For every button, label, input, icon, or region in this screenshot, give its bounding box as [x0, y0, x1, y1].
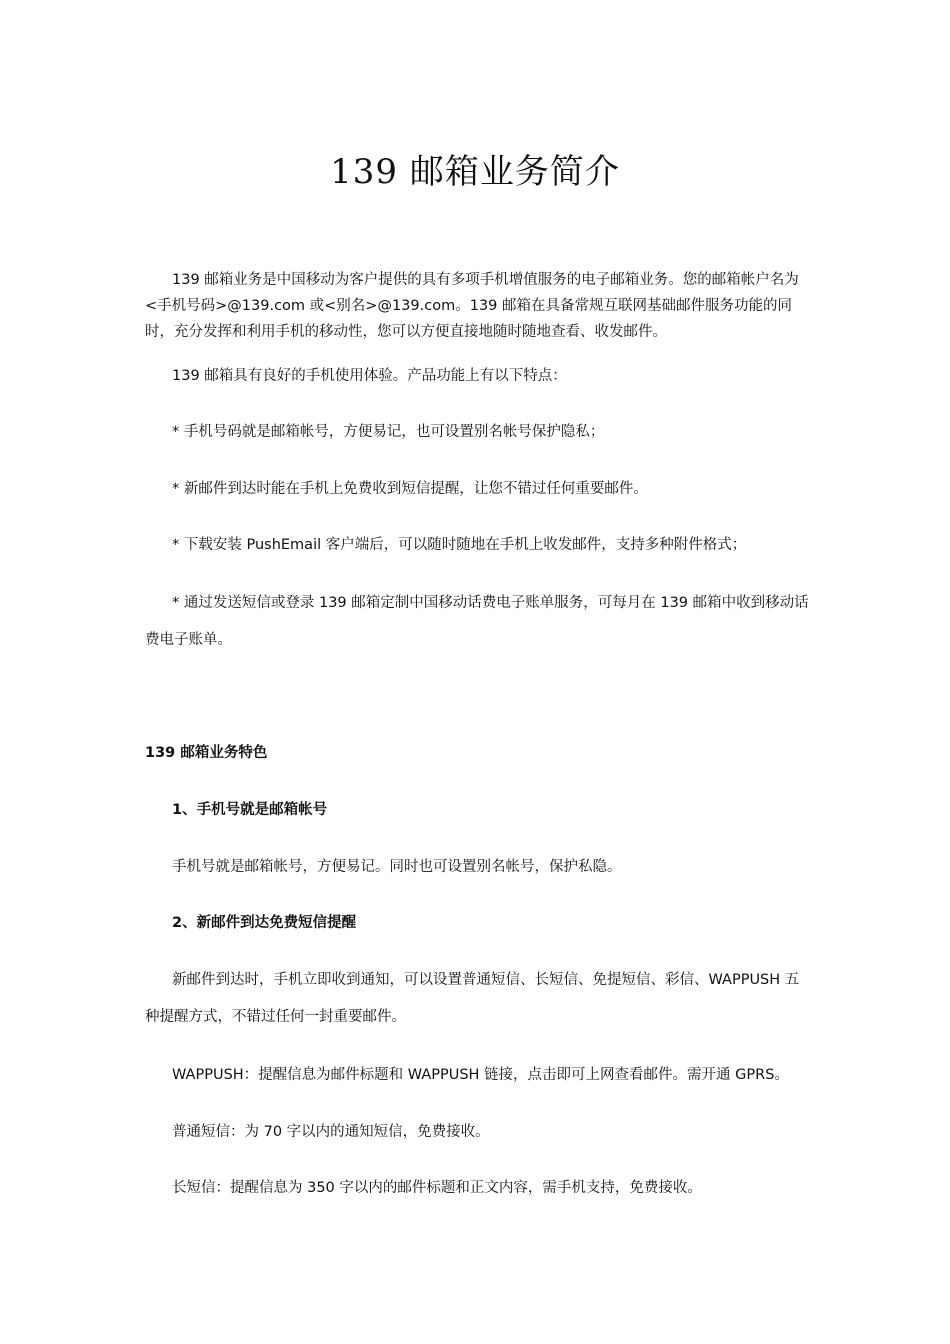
- feature2-heading: 2、新邮件到达免费短信提醒: [172, 915, 357, 931]
- bullet-item: * 下载安装 PushEmail 客户端后，可以随时随地在手机上收发邮件，支持多种附件格式；: [172, 537, 747, 553]
- intro-paragraph: 139 邮箱业务是中国移动为客户提供的具有多项手机增值服务的电子邮箱业务。您的邮箱帐户名为<手机号码>@139.com 或<别名>@139.com。139 邮箱在具备常规互联网基础邮件服务功能的同时，充分发挥和利用手机的移动性，您可以方便直接地随时随地查看、收发邮件。: [145, 272, 799, 340]
- bullet-item: * 通过发送短信或登录 139 邮箱定制中国移动话费电子账单服务，可每月在 139 邮箱中收到移动话费电子账单。: [145, 595, 809, 648]
- bullet-item: * 新邮件到达时能在手机上免费收到短信提醒，让您不错过任何重要邮件。: [172, 481, 648, 497]
- bullet-item: * 手机号码就是邮箱帐号，方便易记，也可设置别名帐号保护隐私；: [172, 424, 605, 440]
- document-title: 139 邮箱业务简介: [330, 152, 620, 192]
- features-heading: 139 邮箱业务特色: [145, 745, 268, 761]
- feature1-heading: 1、手机号就是邮箱帐号: [172, 802, 328, 818]
- feature2-text: 新邮件到达时，手机立即收到通知，可以设置普通短信、长短信、免提短信、彩信、WAPPUSH 五种提醒方式，不错过任何一封重要邮件。: [145, 972, 800, 1025]
- long-sms-text: 长短信：提醒信息为 350 字以内的邮件标题和正文内容，需手机支持，免费接收。: [172, 1180, 702, 1196]
- experience-intro: 139 邮箱具有良好的手机使用体验。产品功能上有以下特点：: [172, 368, 567, 384]
- sms-text: 普通短信：为 70 字以内的通知短信，免费接收。: [172, 1124, 490, 1140]
- feature1-text: 手机号就是邮箱帐号，方便易记。同时也可设置别名帐号，保护私隐。: [172, 859, 622, 875]
- wappush-text: WAPPUSH：提醒信息为邮件标题和 WAPPUSH 链接，点击即可上网查看邮件。需开通 GPRS。: [172, 1067, 789, 1083]
